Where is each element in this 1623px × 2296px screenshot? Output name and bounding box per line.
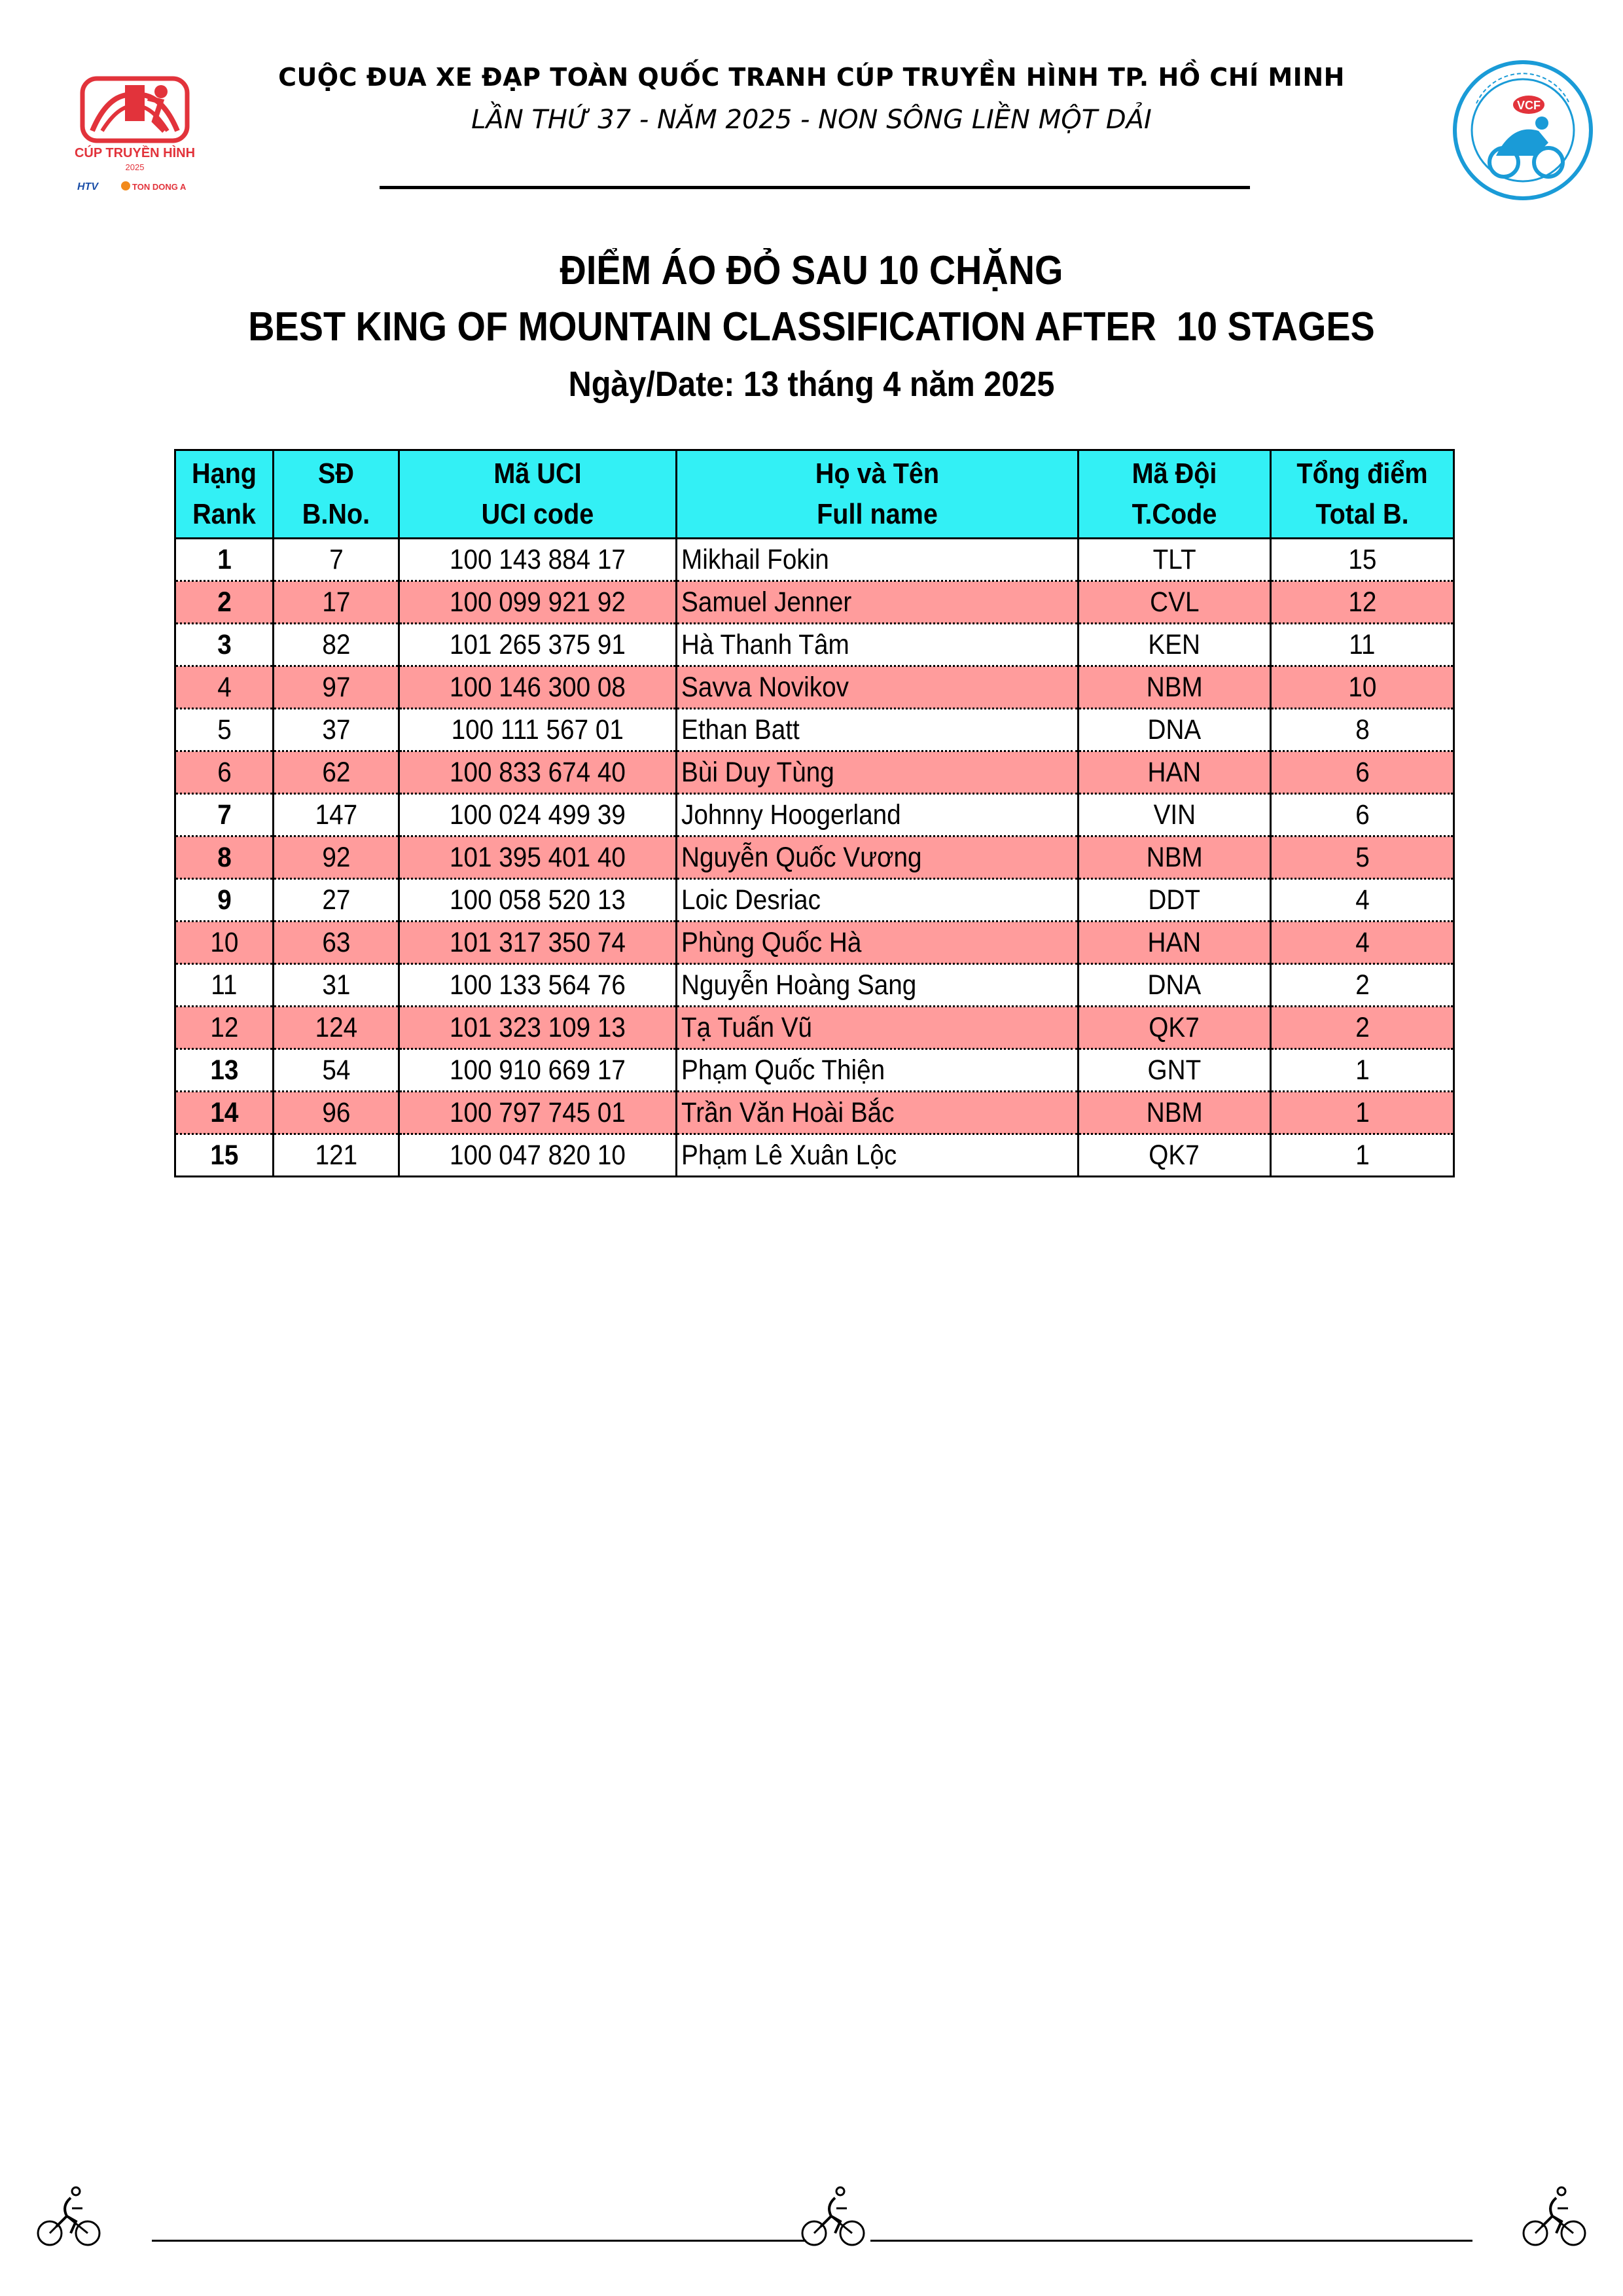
cell-team: TLT <box>1079 539 1271 581</box>
cell-bib: 96 <box>274 1092 399 1134</box>
cell-team: DDT <box>1079 879 1271 922</box>
cell-rank: 5 <box>175 709 274 751</box>
cell-total: 12 <box>1271 581 1454 624</box>
cell-rank: 3 <box>175 624 274 666</box>
classification-title-vn: ĐIỂM ÁO ĐỎ SAU 10 CHẶNG <box>560 248 1063 293</box>
event-title: CUỘC ĐUA XE ĐẠP TOÀN QUỐC TRANH CÚP TRUYỀN HÌNH TP. HỒ CHÍ MINH <box>278 63 1345 92</box>
cell-rank: 6 <box>175 751 274 794</box>
cell-name: Nguyễn Quốc Vương <box>677 836 1079 879</box>
col-header-team: Mã Đội T.Code <box>1079 450 1271 539</box>
cell-uci: 101 317 350 74 <box>399 922 677 964</box>
col-header-name: Họ và Tên Full name <box>677 450 1079 539</box>
cell-uci: 101 323 109 13 <box>399 1007 677 1049</box>
table-row <box>175 1049 1454 1092</box>
cell-team: DNA <box>1079 964 1271 1007</box>
table-header-row <box>175 450 1454 539</box>
cell-uci: 100 833 674 40 <box>399 751 677 794</box>
table-row <box>175 879 1454 922</box>
cell-total: 2 <box>1271 964 1454 1007</box>
cell-rank: 4 <box>175 666 274 709</box>
cell-bib: 63 <box>274 922 399 964</box>
event-subtitle: LẦN THỨ 37 - NĂM 2025 - NON SÔNG LIỀN MỘT DẢI <box>471 105 1152 135</box>
cell-rank: 11 <box>175 964 274 1007</box>
cell-team: NBM <box>1079 666 1271 709</box>
cell-uci: 100 099 921 92 <box>399 581 677 624</box>
cell-team: VIN <box>1079 794 1271 836</box>
cell-name: Phạm Quốc Thiện <box>677 1049 1079 1092</box>
cell-bib: 54 <box>274 1049 399 1092</box>
results-table <box>174 449 1455 1177</box>
cell-name: Nguyễn Hoàng Sang <box>677 964 1079 1007</box>
table-row <box>175 836 1454 879</box>
cell-name: Phùng Quốc Hà <box>677 922 1079 964</box>
table-body <box>175 539 1454 1177</box>
cell-rank: 12 <box>175 1007 274 1049</box>
cyclist-icon <box>33 2179 105 2251</box>
cell-uci: 101 265 375 91 <box>399 624 677 666</box>
cell-uci: 100 058 520 13 <box>399 879 677 922</box>
cell-uci: 100 143 884 17 <box>399 539 677 581</box>
cell-uci: 100 024 499 39 <box>399 794 677 836</box>
svg-text:2025: 2025 <box>125 162 145 172</box>
cell-bib: 82 <box>274 624 399 666</box>
cell-uci: 100 047 820 10 <box>399 1134 677 1177</box>
cell-total: 2 <box>1271 1007 1454 1049</box>
cell-rank: 9 <box>175 879 274 922</box>
cell-bib: 97 <box>274 666 399 709</box>
table-row <box>175 666 1454 709</box>
cell-name: Loic Desriac <box>677 879 1079 922</box>
cell-total: 5 <box>1271 836 1454 879</box>
cell-bib: 121 <box>274 1134 399 1177</box>
cell-rank: 15 <box>175 1134 274 1177</box>
cell-name: Bùi Duy Tùng <box>677 751 1079 794</box>
cell-name: Tạ Tuấn Vũ <box>677 1007 1079 1049</box>
table-row <box>175 751 1454 794</box>
table-row <box>175 794 1454 836</box>
cell-team: NBM <box>1079 1092 1271 1134</box>
cell-team: HAN <box>1079 922 1271 964</box>
cell-name: Trần Văn Hoài Bắc <box>677 1092 1079 1134</box>
cell-team: DNA <box>1079 709 1271 751</box>
cell-total: 15 <box>1271 539 1454 581</box>
cell-total: 1 <box>1271 1134 1454 1177</box>
cell-uci: 100 111 567 01 <box>399 709 677 751</box>
cell-bib: 147 <box>274 794 399 836</box>
table-row <box>175 1134 1454 1177</box>
cell-rank: 8 <box>175 836 274 879</box>
cell-rank: 10 <box>175 922 274 964</box>
cell-team: HAN <box>1079 751 1271 794</box>
table-row <box>175 1007 1454 1049</box>
cell-name: Savva Novikov <box>677 666 1079 709</box>
cell-uci: 100 146 300 08 <box>399 666 677 709</box>
cell-rank: 7 <box>175 794 274 836</box>
cell-uci: 100 797 745 01 <box>399 1092 677 1134</box>
footer-rule-right <box>870 2240 1472 2242</box>
cell-rank: 13 <box>175 1049 274 1092</box>
cell-total: 10 <box>1271 666 1454 709</box>
cell-uci: 100 910 669 17 <box>399 1049 677 1092</box>
cell-bib: 31 <box>274 964 399 1007</box>
table-row <box>175 581 1454 624</box>
cell-bib: 27 <box>274 879 399 922</box>
svg-text:CÚP TRUYỀN HÌNH: CÚP TRUYỀN HÌNH <box>74 146 196 160</box>
cell-total: 6 <box>1271 794 1454 836</box>
cell-team: CVL <box>1079 581 1271 624</box>
cell-bib: 7 <box>274 539 399 581</box>
cell-bib: 37 <box>274 709 399 751</box>
table-row <box>175 922 1454 964</box>
header-rule <box>380 186 1250 189</box>
cell-uci: 101 395 401 40 <box>399 836 677 879</box>
table-row <box>175 539 1454 581</box>
cyclist-icon <box>1518 2179 1590 2251</box>
cell-name: Hà Thanh Tâm <box>677 624 1079 666</box>
cell-total: 1 <box>1271 1092 1454 1134</box>
cell-team: GNT <box>1079 1049 1271 1092</box>
table-row <box>175 624 1454 666</box>
cell-uci: 100 133 564 76 <box>399 964 677 1007</box>
cell-bib: 17 <box>274 581 399 624</box>
col-header-uci: Mã UCI UCI code <box>399 450 677 539</box>
cell-name: Johnny Hoogerland <box>677 794 1079 836</box>
svg-text:TON DONG A: TON DONG A <box>132 182 187 192</box>
cell-rank: 1 <box>175 539 274 581</box>
cyclist-icon <box>797 2179 869 2251</box>
classification-title-en: BEST KING OF MOUNTAIN CLASSIFICATION AFTER 10 STAGES <box>248 304 1375 350</box>
cell-team: NBM <box>1079 836 1271 879</box>
col-header-rank: Hạng Rank <box>175 450 274 539</box>
table-row <box>175 709 1454 751</box>
cell-bib: 124 <box>274 1007 399 1049</box>
cell-name: Mikhail Fokin <box>677 539 1079 581</box>
cell-rank: 14 <box>175 1092 274 1134</box>
svg-text:HTV: HTV <box>77 181 98 192</box>
col-header-total: Tổng điểm Total B. <box>1271 450 1454 539</box>
cell-name: Phạm Lê Xuân Lộc <box>677 1134 1079 1177</box>
cell-total: 6 <box>1271 751 1454 794</box>
cell-total: 4 <box>1271 879 1454 922</box>
cell-team: KEN <box>1079 624 1271 666</box>
col-header-bib: SĐ B.No. <box>274 450 399 539</box>
cell-bib: 92 <box>274 836 399 879</box>
table-row <box>175 1092 1454 1134</box>
classification-date: Ngày/Date: 13 tháng 4 năm 2025 <box>568 365 1055 404</box>
cell-total: 1 <box>1271 1049 1454 1092</box>
cell-total: 8 <box>1271 709 1454 751</box>
cell-name: Ethan Batt <box>677 709 1079 751</box>
cell-total: 4 <box>1271 922 1454 964</box>
cell-team: QK7 <box>1079 1007 1271 1049</box>
cell-team: QK7 <box>1079 1134 1271 1177</box>
table-row <box>175 964 1454 1007</box>
svg-text:VCF: VCF <box>1517 99 1541 112</box>
cell-rank: 2 <box>175 581 274 624</box>
footer-rule-left <box>152 2240 806 2242</box>
cell-name: Samuel Jenner <box>677 581 1079 624</box>
cell-bib: 62 <box>274 751 399 794</box>
cell-total: 11 <box>1271 624 1454 666</box>
